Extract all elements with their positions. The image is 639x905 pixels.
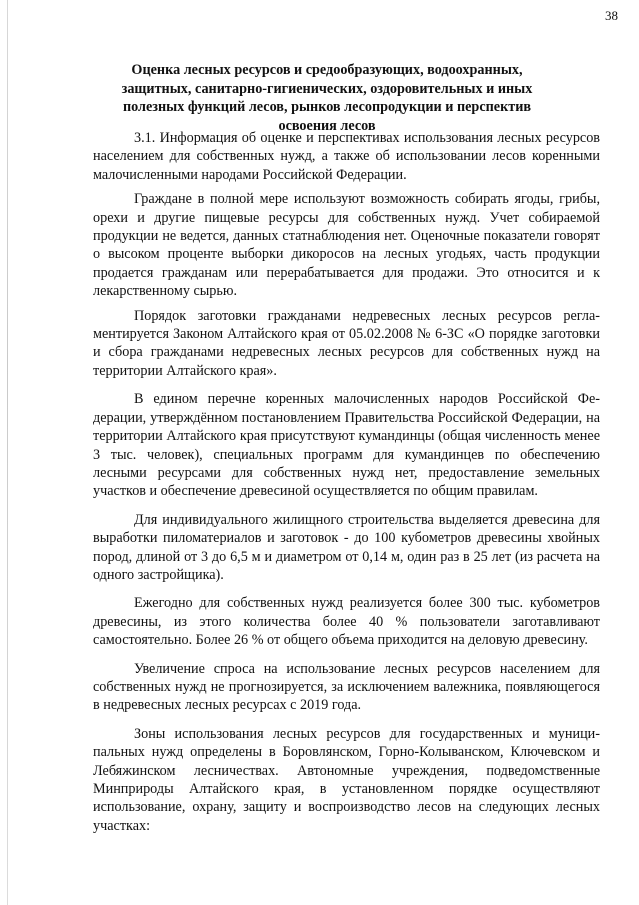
paragraph-4: В едином перечне коренных малочисленных народов Российской Федерации, утверждённом постановлением Правительства Российской Федерации, на территории Алтайского края присутствуют кумандинцы (общая численность менее 3 тыс. человек), специальных программ для кумандинцев по обеспечению лесными ресурсами для собственных нужд нет, предоставление земельных участков и обеспечение древесиной осуществляется по общим правилам.	[93, 391, 600, 500]
paragraph-3: Порядок заготовки гражданами недревесных лесных ресурсов регламентируется Законом Алтайского края от 05.02.2008 № 6-ЗС «О порядке заготовки и сбора гражданами недревесных лесных ресурсов для собственных нужд на территории Алтайского края».	[93, 307, 600, 379]
page-number: 38	[605, 8, 618, 23]
paragraph-5: Для индивидуального жилищного строительства выделяется древесина для выработки пиломатериалов и заготовок - до 100 кубометров древесины хвойных пород, длиной от 3 до 6,5 м и диаметром от 0,14 м, один раз в 25 лет (из расчета на одного застройщика).	[93, 511, 600, 583]
body-text	[93, 129, 600, 837]
scan-edge-line	[7, 0, 8, 905]
paragraph-6: Ежегодно для собственных нужд реализуется более 300 тыс. кубометров древесины, из этого количества более 40 % пользователи заготавливают самостоятельно. Более 26 % от общего объема приходится на деловую древесину.	[93, 595, 600, 649]
paragraph-1: 3.1. Информация об оценке и перспективах использования лесных ресурсов населением для собственных нужд, а также об использовании лесов коренными малочисленными народами Российской Федерации.	[93, 130, 600, 183]
section-title: Оценка лесных ресурсов и средообразующих, водоохранных, защитных, санитарно-гигиенических, оздоровительных и иных полезных функций лесов, рынков лесопродукции и перспектив освоения лесов	[121, 62, 533, 134]
paragraph-8: Зоны использования лесных ресурсов для государственных и муниципальных нужд определены в Боровлянском, Горно-Колыванском, Ключевском и Лебяжинском лесничествах. Автономные учреждения, подведомственные Минприроды Алтайского края, в установленном порядке осуществляют использование, охрану, защиту и воспроизводство лесов на следующих лесных участках:	[93, 725, 600, 834]
paragraph-7: Увеличение спроса на использование лесных ресурсов населением для собственных нужд не прогнозируется, за исключением валежника, появляющегося в недревесных лесных ресурсах с 2019 года.	[93, 660, 600, 714]
paragraph-2: Граждане в полной мере используют возможность собирать ягоды, грибы, орехи и другие пищевые ресурсы для собственных нужд. Учет собираемой продукции не ведется, данных статнаблюдения нет. Оценочные показатели говорят о высоком проценте выборки дикоросов на лесных угодьях, часть продукции продается гражданам или перерабатывается для продажи. Это относится и к лекарственному сырью.	[93, 191, 600, 300]
